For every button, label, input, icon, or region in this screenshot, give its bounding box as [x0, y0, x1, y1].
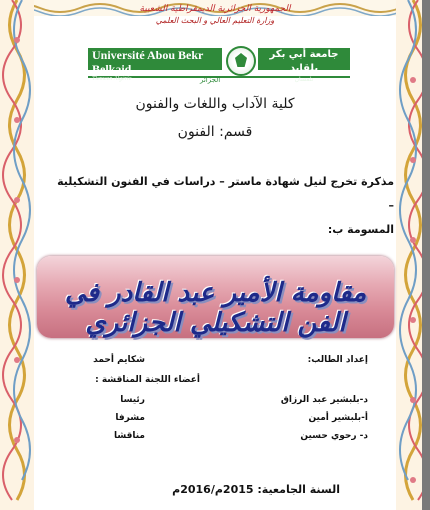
student-name: شكايم أحمد: [93, 355, 145, 365]
university-name-fr-text: Université Abou Bekr Belkaid: [92, 48, 204, 76]
memo-line-1: مذكرة تخرج لنيل شهادة ماستر – دراسات في الفنون التشكيلية –: [57, 175, 394, 212]
committee-member-role: مشرفا: [115, 413, 145, 423]
university-city-fr: Tlemcen Algérie: [92, 76, 132, 82]
ministry-header: [80, 4, 350, 26]
student-label: إعداد الطالب:: [307, 355, 368, 365]
ministry-line-1: الجمهورية الجزائرية الديمقراطية الشعبية: [139, 4, 291, 14]
committee-member-role: رئيسا: [120, 395, 145, 405]
thesis-title-box: [37, 256, 394, 338]
logo-emblem-icon: [235, 53, 247, 67]
ministry-line-2: وزارة التعليم العالي و البحث العلمي: [155, 16, 275, 25]
floral-border-left: [0, 0, 34, 510]
committee-member-name: د- رحوي حسين: [300, 431, 368, 441]
academic-year: السنة الجامعية: 2015م/2016م: [172, 483, 340, 496]
thesis-title: مقاومة الأمير عبد القادر في الفن التشكيلي الجزائري: [64, 278, 367, 338]
committee-heading: أعضاء اللجنة المناقشة :: [95, 375, 200, 385]
committee-member-name: أ-بلبشير أمين: [308, 413, 368, 423]
committee-member-role: مناقشا: [113, 431, 145, 441]
university-logo-icon: [226, 46, 256, 76]
university-name-ar: [258, 48, 350, 83]
memo-description: [48, 170, 394, 242]
faculty-name: كلية الآداب واللغات والفنون: [135, 96, 295, 112]
university-name-ar-text: جامعة أبي بكر بلقايد: [269, 49, 339, 74]
university-country-ar: الجزائر: [200, 76, 221, 84]
committee-member-name: د-بلبشير عبد الرزاق: [280, 395, 368, 405]
department-name: قسم: الفنون: [177, 124, 253, 140]
vertical-scrollbar[interactable]: [422, 0, 430, 510]
memo-line-2: المسومة ب:: [327, 223, 394, 236]
university-city-ar: تلمسان: [294, 76, 314, 83]
